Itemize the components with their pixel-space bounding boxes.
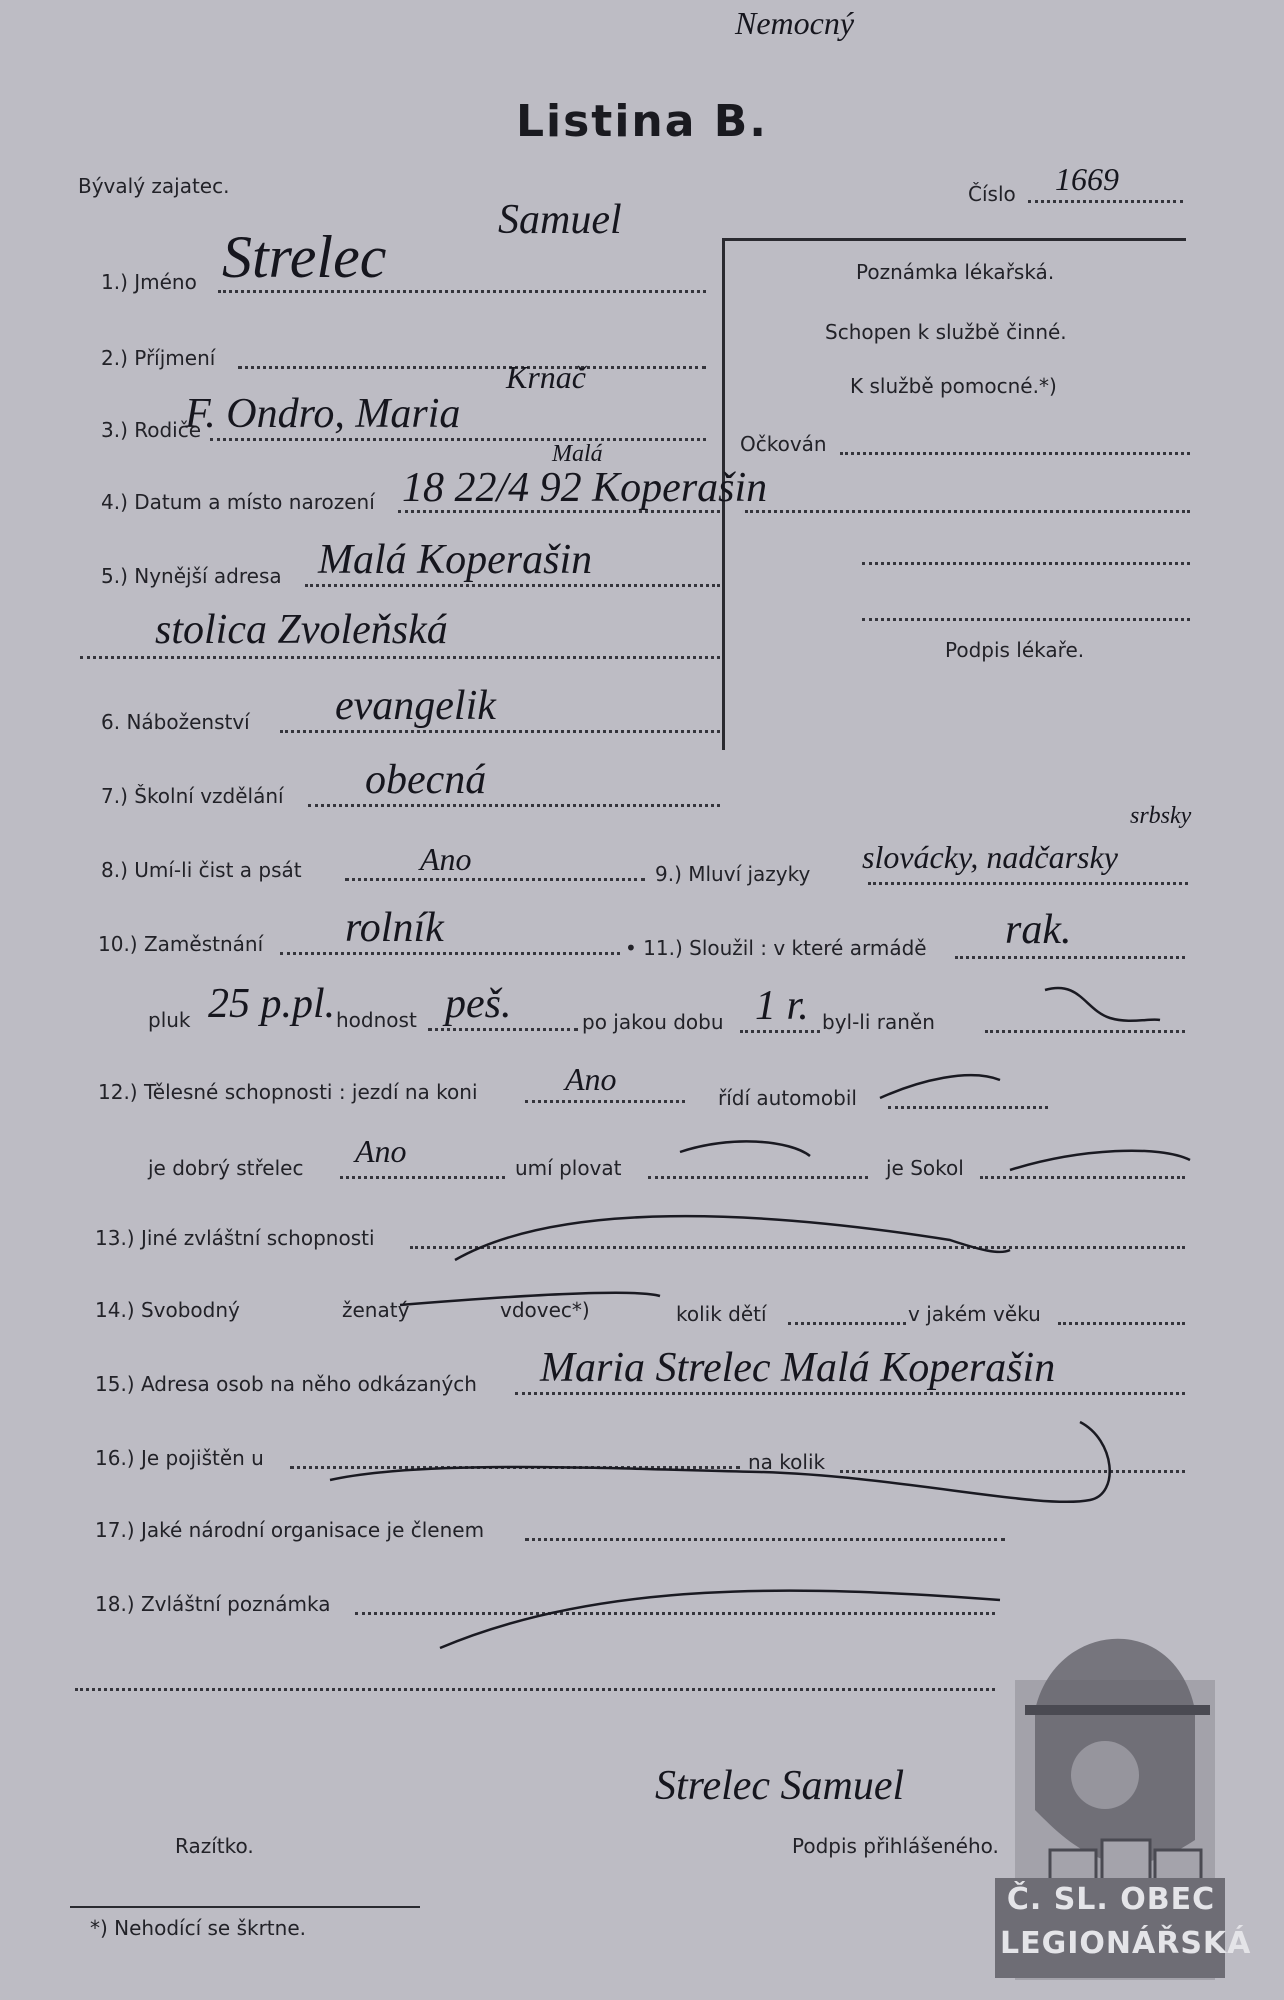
field-7-label: 7.) Školní vzdělání bbox=[101, 784, 284, 808]
doctor-signature-label: Podpis lékaře. bbox=[945, 638, 1085, 662]
field-3-value: F. Ondro, Maria bbox=[185, 391, 461, 437]
number-label: Číslo bbox=[968, 182, 1016, 206]
fit-auxiliary-service: K službě pomocné.*) bbox=[850, 374, 1057, 398]
vaccinated-label: Očkován bbox=[740, 432, 827, 456]
header-handwritten-note: Nemocný bbox=[735, 5, 855, 41]
footnote: *) Nehodící se škrtne. bbox=[90, 1916, 306, 1940]
field-9-value: slovácky, nadčarsky bbox=[862, 839, 1118, 875]
field-1-value: Strelec bbox=[222, 224, 387, 290]
field-11-label: • 11.) Sloužil : v které armádě bbox=[625, 936, 927, 960]
rank-label: hodnost bbox=[336, 1008, 417, 1032]
wounded-label: byl-li raněn bbox=[822, 1010, 935, 1034]
field-9-value-above: srbsky bbox=[1130, 803, 1192, 829]
field-2-label: 2.) Příjmení bbox=[101, 346, 216, 370]
amount-label: na kolik bbox=[748, 1450, 826, 1474]
former-prisoner-label: Bývalý zajatec. bbox=[78, 174, 230, 198]
regiment-value: 25 p.pl. bbox=[208, 981, 336, 1027]
number-value: 1669 bbox=[1055, 161, 1119, 197]
field-7-value: obecná bbox=[365, 757, 487, 803]
good-shooter-value: Ano bbox=[355, 1133, 407, 1169]
field-6-label: 6. Náboženství bbox=[101, 710, 250, 734]
field-17-label: 17.) Jaké národní organisace je členem bbox=[95, 1518, 485, 1542]
duration-label: po jakou dobu bbox=[582, 1010, 724, 1034]
field-1-label: 1.) Jméno bbox=[101, 270, 197, 294]
swim-label: umí plovat bbox=[515, 1156, 622, 1180]
field-16-label: 16.) Je pojištěn u bbox=[95, 1446, 264, 1470]
field-8-label: 8.) Umí-li čist a psát bbox=[101, 858, 302, 882]
stamp-label: Razítko. bbox=[175, 1834, 254, 1858]
field-5-label: 5.) Nynější adresa bbox=[101, 564, 282, 588]
field-15-label: 15.) Adresa osob na něho odkázaných bbox=[95, 1372, 477, 1396]
regiment-label: pluk bbox=[148, 1008, 191, 1032]
page-title: Listina B. bbox=[515, 96, 768, 147]
field-4-value: 18 22/4 92 Koperašin bbox=[402, 465, 768, 511]
field-10-value: rolník bbox=[345, 905, 444, 951]
field-11-value: rak. bbox=[1005, 907, 1072, 953]
field-3-label: 3.) Rodiče bbox=[101, 418, 202, 442]
field-8-value: Ano bbox=[420, 841, 472, 877]
applicant-signature: Strelec Samuel bbox=[655, 1763, 905, 1809]
field-3-value-above: Krnač bbox=[506, 359, 586, 395]
duration-value: 1 r. bbox=[755, 983, 809, 1029]
field-4-label: 4.) Datum a místo narození bbox=[101, 490, 375, 514]
field-12-value: Ano bbox=[565, 1061, 617, 1097]
footnote-rule bbox=[70, 1906, 420, 1908]
emblem-text-line-1: Č. SL. OBEC bbox=[1006, 1882, 1216, 1917]
field-10-label: 10.) Zaměstnání bbox=[98, 932, 264, 956]
field-15-value: Maria Strelec Malá Koperašin bbox=[540, 1345, 1056, 1391]
fit-active-service: Schopen k službě činné. bbox=[825, 320, 1067, 344]
married-label: ženatý bbox=[342, 1298, 410, 1322]
sokol-label: je Sokol bbox=[886, 1156, 964, 1180]
field-5-value-line-2: stolica Zvoleňská bbox=[155, 607, 448, 653]
rank-value: peš. bbox=[445, 981, 512, 1027]
field-5-value: Malá Koperašin bbox=[318, 537, 593, 583]
widower-label: vdovec*) bbox=[500, 1298, 590, 1322]
field-14-label: 14.) Svobodný bbox=[95, 1298, 240, 1322]
drives-car-label: řídí automobil bbox=[718, 1086, 857, 1110]
field-13-label: 13.) Jiné zvláštní schopnosti bbox=[95, 1226, 375, 1250]
field-12-label: 12.) Tělesné schopnosti : jezdí na koni bbox=[98, 1080, 478, 1104]
signature-label: Podpis přihlášeného. bbox=[792, 1834, 999, 1858]
emblem-text-line-2: LEGIONÁŘSKÁ bbox=[1000, 1926, 1252, 1961]
good-shooter-label: je dobrý střelec bbox=[148, 1156, 304, 1180]
age-label: v jakém věku bbox=[908, 1302, 1041, 1326]
first-name-value: Samuel bbox=[498, 197, 622, 243]
medical-note-heading: Poznámka lékařská. bbox=[856, 260, 1055, 284]
field-9-label: 9.) Mluví jazyky bbox=[655, 862, 811, 886]
field-6-value: evangelik bbox=[335, 683, 496, 729]
field-18-label: 18.) Zvláštní poznámka bbox=[95, 1592, 331, 1616]
children-count-label: kolik dětí bbox=[676, 1302, 767, 1326]
field-4-value-above: Malá bbox=[552, 441, 603, 467]
